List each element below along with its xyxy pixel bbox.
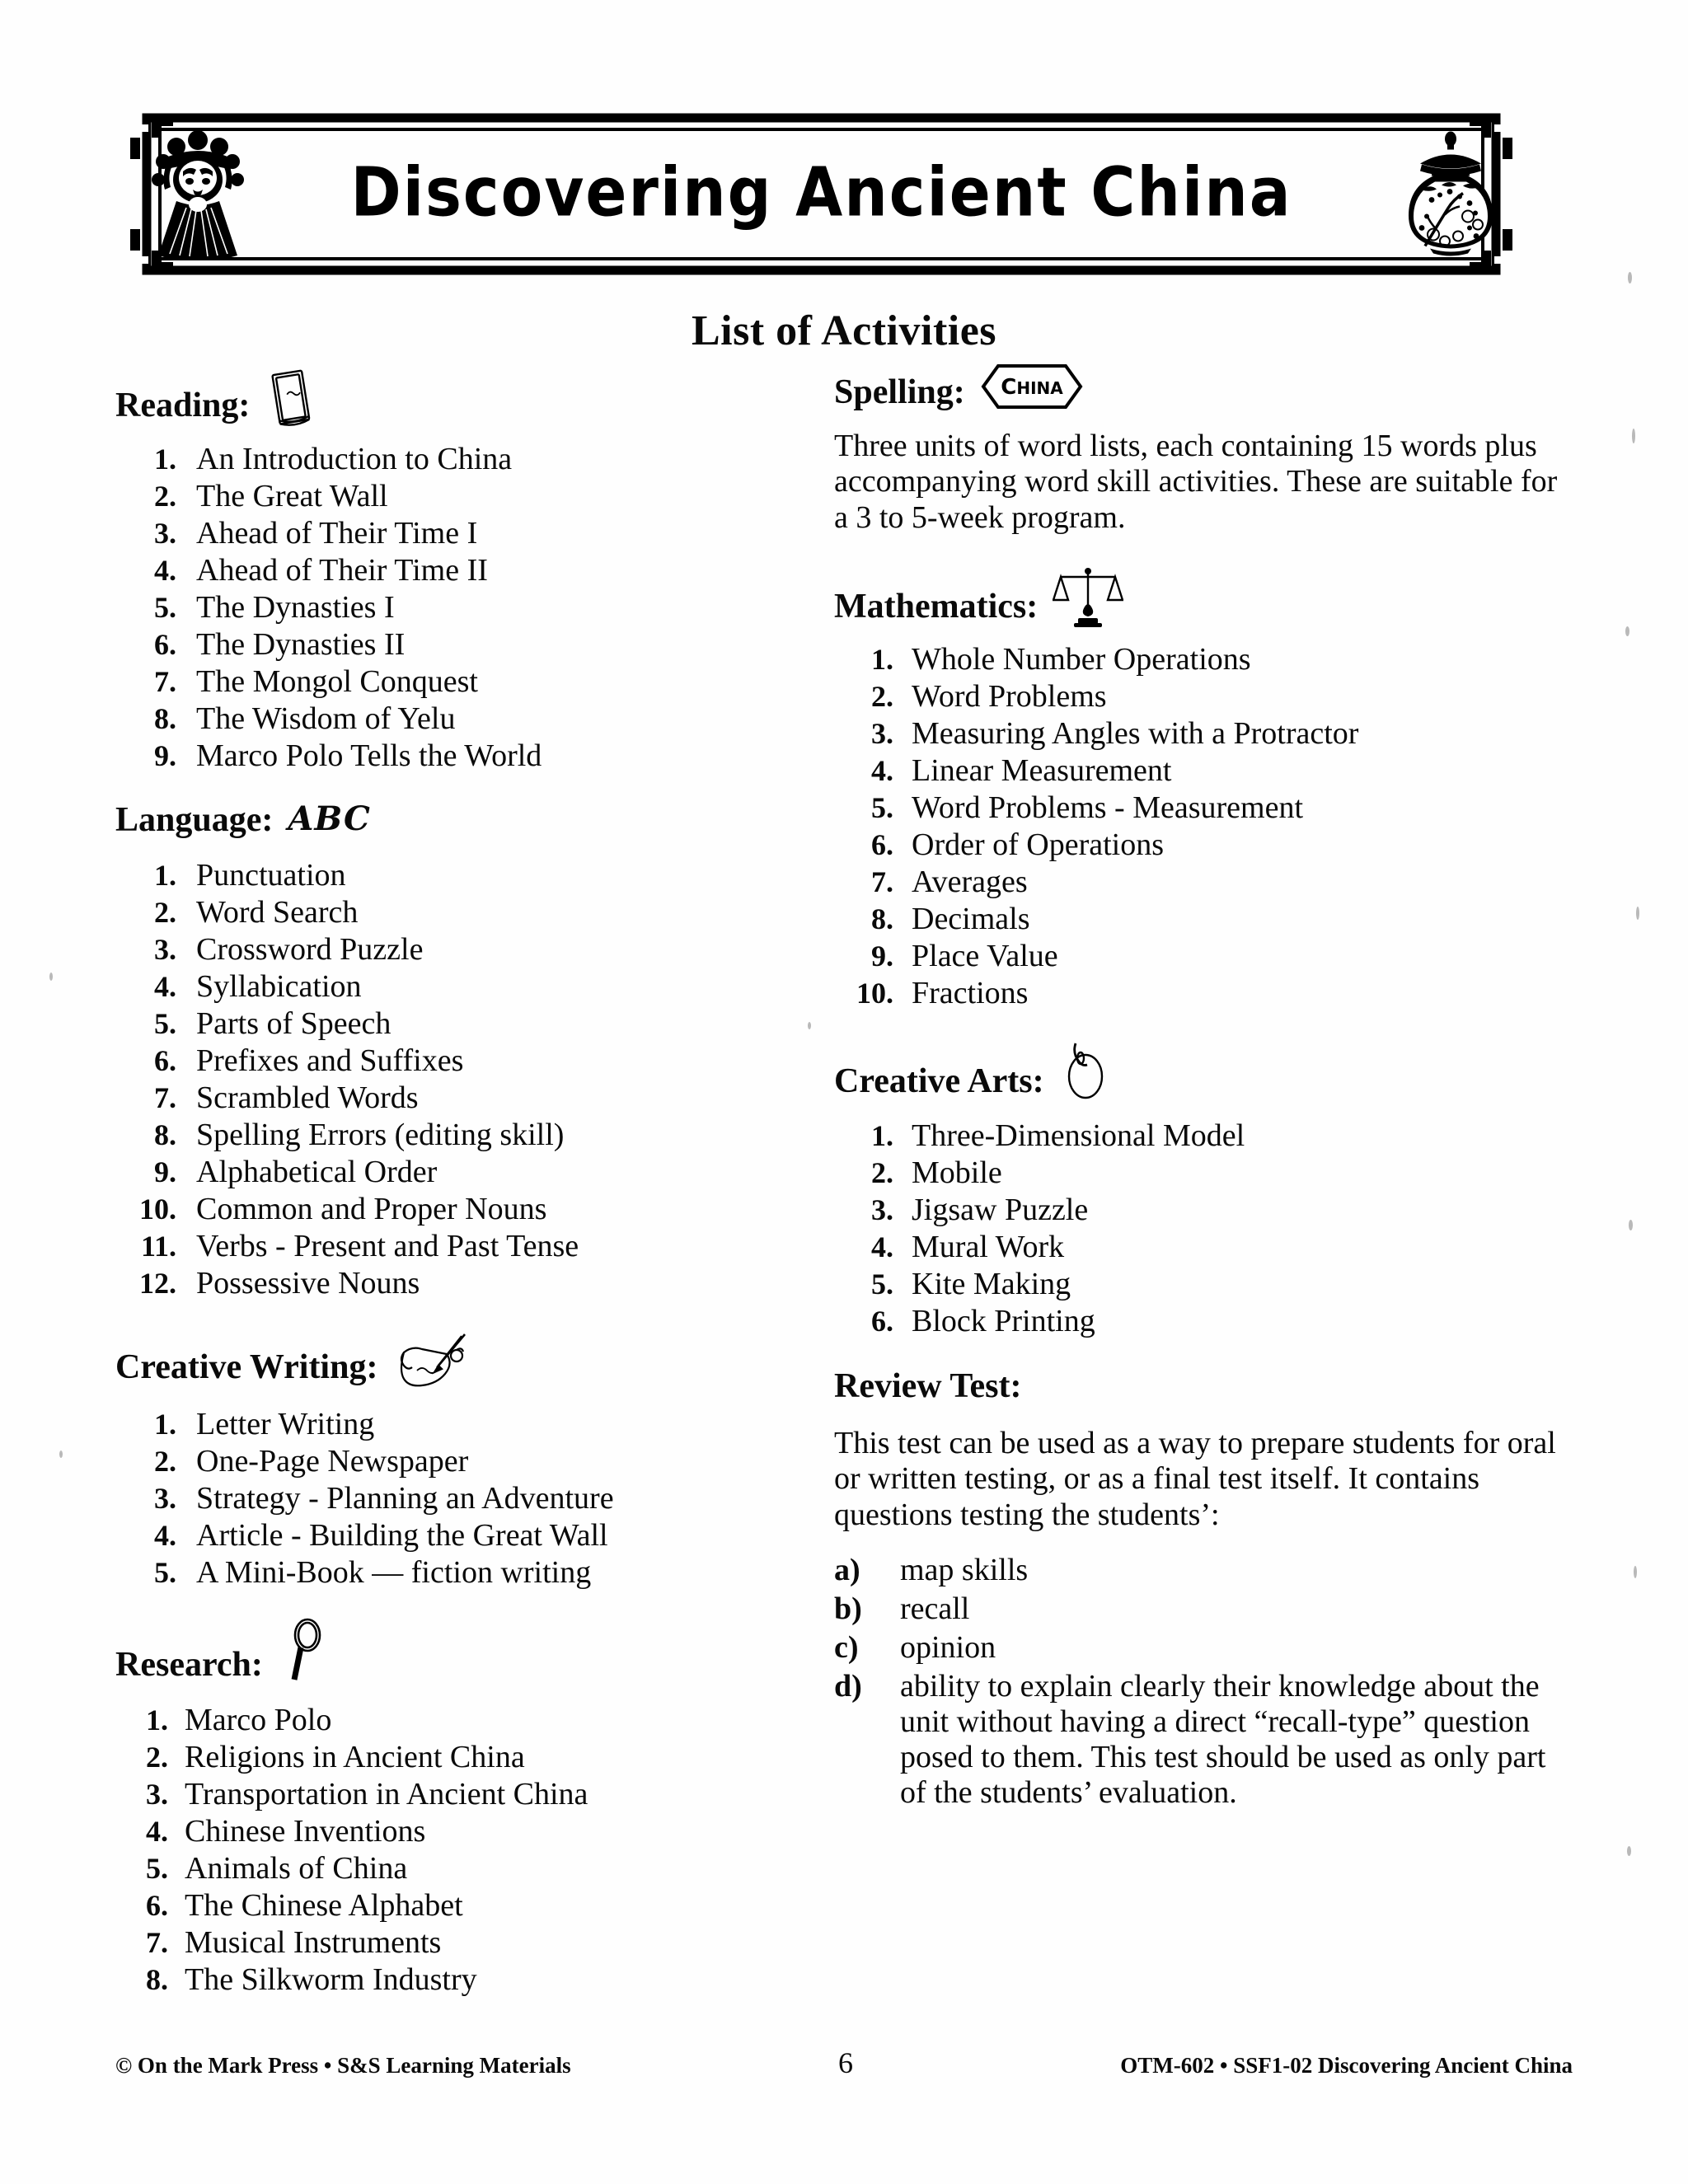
item-number: 3. xyxy=(871,717,893,751)
section-heading-review-test xyxy=(834,1368,1559,1404)
list-item xyxy=(115,1886,775,1924)
section-reading xyxy=(115,363,775,774)
footer-copyright: © On the Mark Press • S&S Learning Materials xyxy=(115,2053,571,2078)
list-item xyxy=(115,1153,775,1190)
item-label: Kite Making xyxy=(912,1267,1071,1302)
list-item xyxy=(115,1775,775,1812)
item-label: Musical Instruments xyxy=(185,1924,442,1960)
item-number: 11. xyxy=(140,1229,176,1263)
item-number: 4. xyxy=(154,969,176,1003)
item-label: Order of Operations xyxy=(912,827,1165,863)
item-label: Ahead of Their Time I xyxy=(196,515,478,551)
section-label: Language: xyxy=(115,801,274,839)
list-item xyxy=(834,864,1559,901)
item-label: map skills xyxy=(900,1552,1029,1587)
list-creative-arts xyxy=(834,1118,1559,1340)
list-item xyxy=(115,1812,775,1849)
item-label: Chinese Inventions xyxy=(185,1813,426,1849)
item-number: 3. xyxy=(146,1777,168,1811)
item-label: The Mongol Conquest xyxy=(196,663,478,699)
item-label: Strategy - Planning an Adventure xyxy=(196,1480,614,1516)
section-heading-reading xyxy=(115,363,775,424)
item-number: 8. xyxy=(146,1962,168,1996)
footer-page-number: 6 xyxy=(837,2046,853,2079)
item-label: Jigsaw Puzzle xyxy=(912,1193,1089,1228)
quill-and-scroll-icon xyxy=(392,1331,471,1390)
list-item xyxy=(834,790,1559,827)
item-label: recall xyxy=(900,1591,970,1626)
item-label: Place Value xyxy=(912,939,1058,974)
item-label: The Silkworm Industry xyxy=(185,1961,477,1997)
footer-product-code: OTM-602 • SSF1-02 Discovering Ancient China xyxy=(1120,2053,1573,2078)
section-creative-arts xyxy=(834,1038,1559,1340)
chinese-ginger-jar-icon xyxy=(1397,130,1504,258)
list-item xyxy=(115,1738,775,1775)
scan-speckle xyxy=(1628,272,1632,284)
item-label: Prefixes and Suffixes xyxy=(196,1043,464,1078)
list-item xyxy=(834,1155,1559,1192)
section-label: Creative Writing: xyxy=(115,1348,378,1386)
item-number: 1. xyxy=(154,1407,176,1441)
item-label: Marco Polo xyxy=(185,1702,332,1737)
item-label: Fractions xyxy=(912,976,1029,1011)
item-number: 1. xyxy=(154,442,176,476)
list-item xyxy=(115,663,775,700)
list-item xyxy=(115,477,775,514)
item-label: Parts of Speech xyxy=(196,1005,392,1041)
item-number: 5. xyxy=(146,1851,168,1885)
item-number: 1. xyxy=(871,1119,893,1153)
item-label: Decimals xyxy=(912,902,1030,937)
item-label: Letter Writing xyxy=(196,1406,375,1441)
item-label: Mobile xyxy=(912,1155,1002,1191)
chinese-opera-mask-icon xyxy=(140,129,256,260)
balance-scale-icon xyxy=(1053,567,1123,628)
item-number: 6. xyxy=(871,1305,893,1338)
item-label: Block Printing xyxy=(912,1304,1095,1339)
list-item xyxy=(115,1227,775,1264)
item-number: 6. xyxy=(146,1888,168,1922)
item-label: Measuring Angles with a Protractor xyxy=(912,716,1359,752)
item-label: Linear Measurement xyxy=(912,753,1172,789)
list-item xyxy=(834,1266,1559,1303)
item-label: Punctuation xyxy=(196,857,346,893)
item-number: 6. xyxy=(154,627,176,661)
list-item xyxy=(115,1190,775,1227)
svg-text:CHINA: CHINA xyxy=(1000,375,1063,400)
list-item xyxy=(834,1192,1559,1229)
item-number: 2. xyxy=(146,1740,168,1774)
item-label: Possessive Nouns xyxy=(196,1265,420,1301)
item-number: 7. xyxy=(871,865,893,899)
item-number: 3. xyxy=(154,516,176,550)
item-number: 4. xyxy=(871,754,893,788)
scan-speckle xyxy=(808,1022,811,1029)
list-item xyxy=(115,588,775,626)
item-number: 10. xyxy=(856,977,893,1010)
list-item xyxy=(834,1551,1559,1590)
page-title: Discovering Ancient China xyxy=(350,152,1292,232)
item-number: 4. xyxy=(146,1814,168,1848)
section-heading-research xyxy=(115,1615,775,1683)
list-item xyxy=(834,938,1559,975)
item-label: The Dynasties I xyxy=(196,589,395,625)
page-footer xyxy=(115,2046,1573,2080)
item-label: The Wisdom of Yelu xyxy=(196,701,456,736)
item-label: Syllabication xyxy=(196,968,362,1004)
scan-speckle xyxy=(1627,1846,1631,1856)
item-label: Article - Building the Great Wall xyxy=(196,1517,608,1553)
item-number: 12. xyxy=(139,1266,176,1300)
section-label: Spelling: xyxy=(834,373,965,411)
item-number: 9. xyxy=(154,1155,176,1188)
section-spelling xyxy=(834,363,1559,536)
item-label: Common and Proper Nouns xyxy=(196,1191,547,1226)
scan-speckle xyxy=(1636,907,1639,920)
list-item xyxy=(115,1405,775,1442)
list-review-test xyxy=(834,1551,1559,1812)
item-number: 5. xyxy=(871,791,893,825)
list-item xyxy=(834,678,1559,715)
item-number: 2. xyxy=(154,895,176,929)
item-label: The Chinese Alphabet xyxy=(185,1887,463,1923)
spelling-paragraph: Three units of word lists, each containing 15 words plus accompanying word skill activities. These are suitable for a 3 to 5-week program. xyxy=(834,429,1558,535)
scan-speckle xyxy=(49,972,53,981)
item-number: 7. xyxy=(154,1080,176,1114)
list-item xyxy=(115,1516,775,1554)
item-label: Animals of China xyxy=(185,1850,408,1886)
title-banner xyxy=(122,110,1521,279)
section-mathematics xyxy=(834,564,1559,1012)
list-creative-writing xyxy=(115,1405,775,1591)
item-label: Word Problems xyxy=(912,679,1107,715)
scan-speckle xyxy=(1632,429,1635,443)
item-label: Transportation in Ancient China xyxy=(185,1776,588,1811)
item-label: Three-Dimensional Model xyxy=(912,1118,1245,1154)
book-icon xyxy=(265,368,317,429)
list-item xyxy=(115,1849,775,1886)
list-item xyxy=(115,1264,775,1301)
list-item xyxy=(834,1629,1559,1667)
item-label: Religions in Ancient China xyxy=(185,1739,525,1774)
item-label: Scrambled Words xyxy=(196,1080,419,1115)
item-label: Alphabetical Order xyxy=(196,1154,438,1189)
magnifying-glass-icon xyxy=(284,1617,329,1685)
list-item xyxy=(115,968,775,1005)
item-label: The Dynasties II xyxy=(196,626,406,662)
item-number: 10. xyxy=(139,1192,176,1226)
item-number: 5. xyxy=(154,590,176,624)
list-item xyxy=(834,1303,1559,1340)
section-label: Reading: xyxy=(115,386,251,424)
item-label: Crossword Puzzle xyxy=(196,931,424,967)
item-number: 3. xyxy=(871,1193,893,1227)
list-item xyxy=(115,737,775,774)
item-label: Whole Number Operations xyxy=(912,642,1251,677)
list-mathematics xyxy=(834,641,1559,1012)
list-language xyxy=(115,856,775,1301)
item-label: Mural Work xyxy=(912,1230,1065,1265)
section-research xyxy=(115,1615,775,1998)
item-label: The Great Wall xyxy=(196,478,388,513)
list-reading xyxy=(115,440,775,774)
list-item xyxy=(115,551,775,588)
list-item xyxy=(115,1924,775,1961)
item-number: 1. xyxy=(154,858,176,892)
item-marker: d) xyxy=(834,1668,862,1704)
item-number: 8. xyxy=(154,1118,176,1151)
list-item xyxy=(834,975,1559,1012)
right-column xyxy=(834,363,1559,1812)
item-number: 2. xyxy=(871,1156,893,1190)
section-heading-mathematics xyxy=(834,564,1559,625)
list-item xyxy=(115,1042,775,1079)
item-label: Marco Polo Tells the World xyxy=(196,738,542,773)
page-heading: List of Activities xyxy=(691,307,997,354)
item-label: Averages xyxy=(912,865,1028,900)
item-label: A Mini-Book — fiction writing xyxy=(196,1554,592,1590)
abc-icon: ABC xyxy=(288,799,371,839)
item-number: 9. xyxy=(154,738,176,772)
item-number: 8. xyxy=(871,902,893,936)
scan-speckle xyxy=(1634,1566,1637,1578)
item-label: Spelling Errors (editing skill) xyxy=(196,1117,565,1152)
item-number: 2. xyxy=(871,680,893,714)
list-item xyxy=(834,752,1559,790)
item-number: 2. xyxy=(154,1444,176,1478)
list-item xyxy=(834,1590,1559,1629)
item-number: 5. xyxy=(871,1268,893,1301)
section-label: Mathematics: xyxy=(834,587,1039,626)
item-marker: b) xyxy=(834,1591,862,1626)
list-item xyxy=(115,1116,775,1153)
review-test-paragraph: This test can be used as a way to prepare students for oral or written testing, or as a final test itself. It contains questions testing the students’: xyxy=(834,1426,1556,1532)
item-number: 7. xyxy=(154,664,176,698)
item-label: Verbs - Present and Past Tense xyxy=(196,1228,579,1263)
scan-speckle xyxy=(1625,626,1629,636)
item-marker: a) xyxy=(834,1552,860,1587)
list-item xyxy=(115,1554,775,1591)
china-hexagon-badge-icon xyxy=(980,363,1084,410)
list-item xyxy=(115,1479,775,1516)
item-label: One-Page Newspaper xyxy=(196,1443,469,1479)
list-item xyxy=(834,1229,1559,1266)
list-item xyxy=(115,514,775,551)
item-number: 2. xyxy=(154,479,176,513)
section-review-test xyxy=(834,1368,1559,1812)
item-number: 5. xyxy=(154,1006,176,1040)
item-marker: c) xyxy=(834,1629,859,1665)
item-number: 1. xyxy=(146,1703,168,1736)
list-item xyxy=(115,626,775,663)
list-item xyxy=(834,641,1559,678)
item-number: 8. xyxy=(154,701,176,735)
list-item xyxy=(834,1118,1559,1155)
item-label: Word Problems - Measurement xyxy=(912,790,1303,826)
section-creative-writing xyxy=(115,1326,775,1591)
item-number: 4. xyxy=(154,1518,176,1552)
list-item xyxy=(115,893,775,930)
section-label: Review Test: xyxy=(834,1366,1022,1405)
list-item xyxy=(834,1667,1559,1812)
section-label: Research: xyxy=(115,1646,263,1684)
list-item xyxy=(115,1079,775,1116)
list-item xyxy=(115,700,775,737)
section-label: Creative Arts: xyxy=(834,1062,1044,1100)
item-number: 3. xyxy=(154,932,176,966)
section-heading-creative-writing xyxy=(115,1326,775,1385)
list-item xyxy=(115,930,775,968)
item-label: Ahead of Their Time II xyxy=(196,552,488,588)
list-item xyxy=(834,901,1559,938)
item-number: 7. xyxy=(146,1925,168,1959)
list-item xyxy=(115,856,775,893)
item-number: 4. xyxy=(871,1230,893,1264)
item-label: opinion xyxy=(900,1629,996,1665)
list-item xyxy=(115,1701,775,1738)
item-number: 4. xyxy=(154,553,176,587)
section-heading-language xyxy=(115,799,775,839)
item-label: ability to explain clearly their knowledge about the unit without having a direct “recall-type” question posed to them. This test should be used as only part of the students’ evaluation. xyxy=(900,1668,1546,1810)
section-heading-spelling xyxy=(834,363,1559,410)
item-number: 1. xyxy=(871,643,893,677)
section-language xyxy=(115,799,775,1301)
item-number: 5. xyxy=(154,1555,176,1589)
list-item xyxy=(115,1442,775,1479)
scan-speckle xyxy=(1629,1220,1633,1230)
item-number: 3. xyxy=(154,1481,176,1515)
scan-speckle xyxy=(59,1451,63,1458)
left-column xyxy=(115,363,775,1998)
item-label: Word Search xyxy=(196,894,359,930)
list-research xyxy=(115,1701,775,1998)
list-item xyxy=(115,1961,775,1998)
item-number: 6. xyxy=(871,828,893,862)
list-item xyxy=(115,440,775,477)
needle-and-thread-icon xyxy=(1059,1040,1110,1101)
list-item xyxy=(115,1005,775,1042)
section-heading-creative-arts xyxy=(834,1038,1559,1099)
item-number: 6. xyxy=(154,1043,176,1077)
item-label: An Introduction to China xyxy=(196,441,513,476)
list-item xyxy=(834,827,1559,864)
list-item xyxy=(834,715,1559,752)
item-number: 9. xyxy=(871,940,893,973)
